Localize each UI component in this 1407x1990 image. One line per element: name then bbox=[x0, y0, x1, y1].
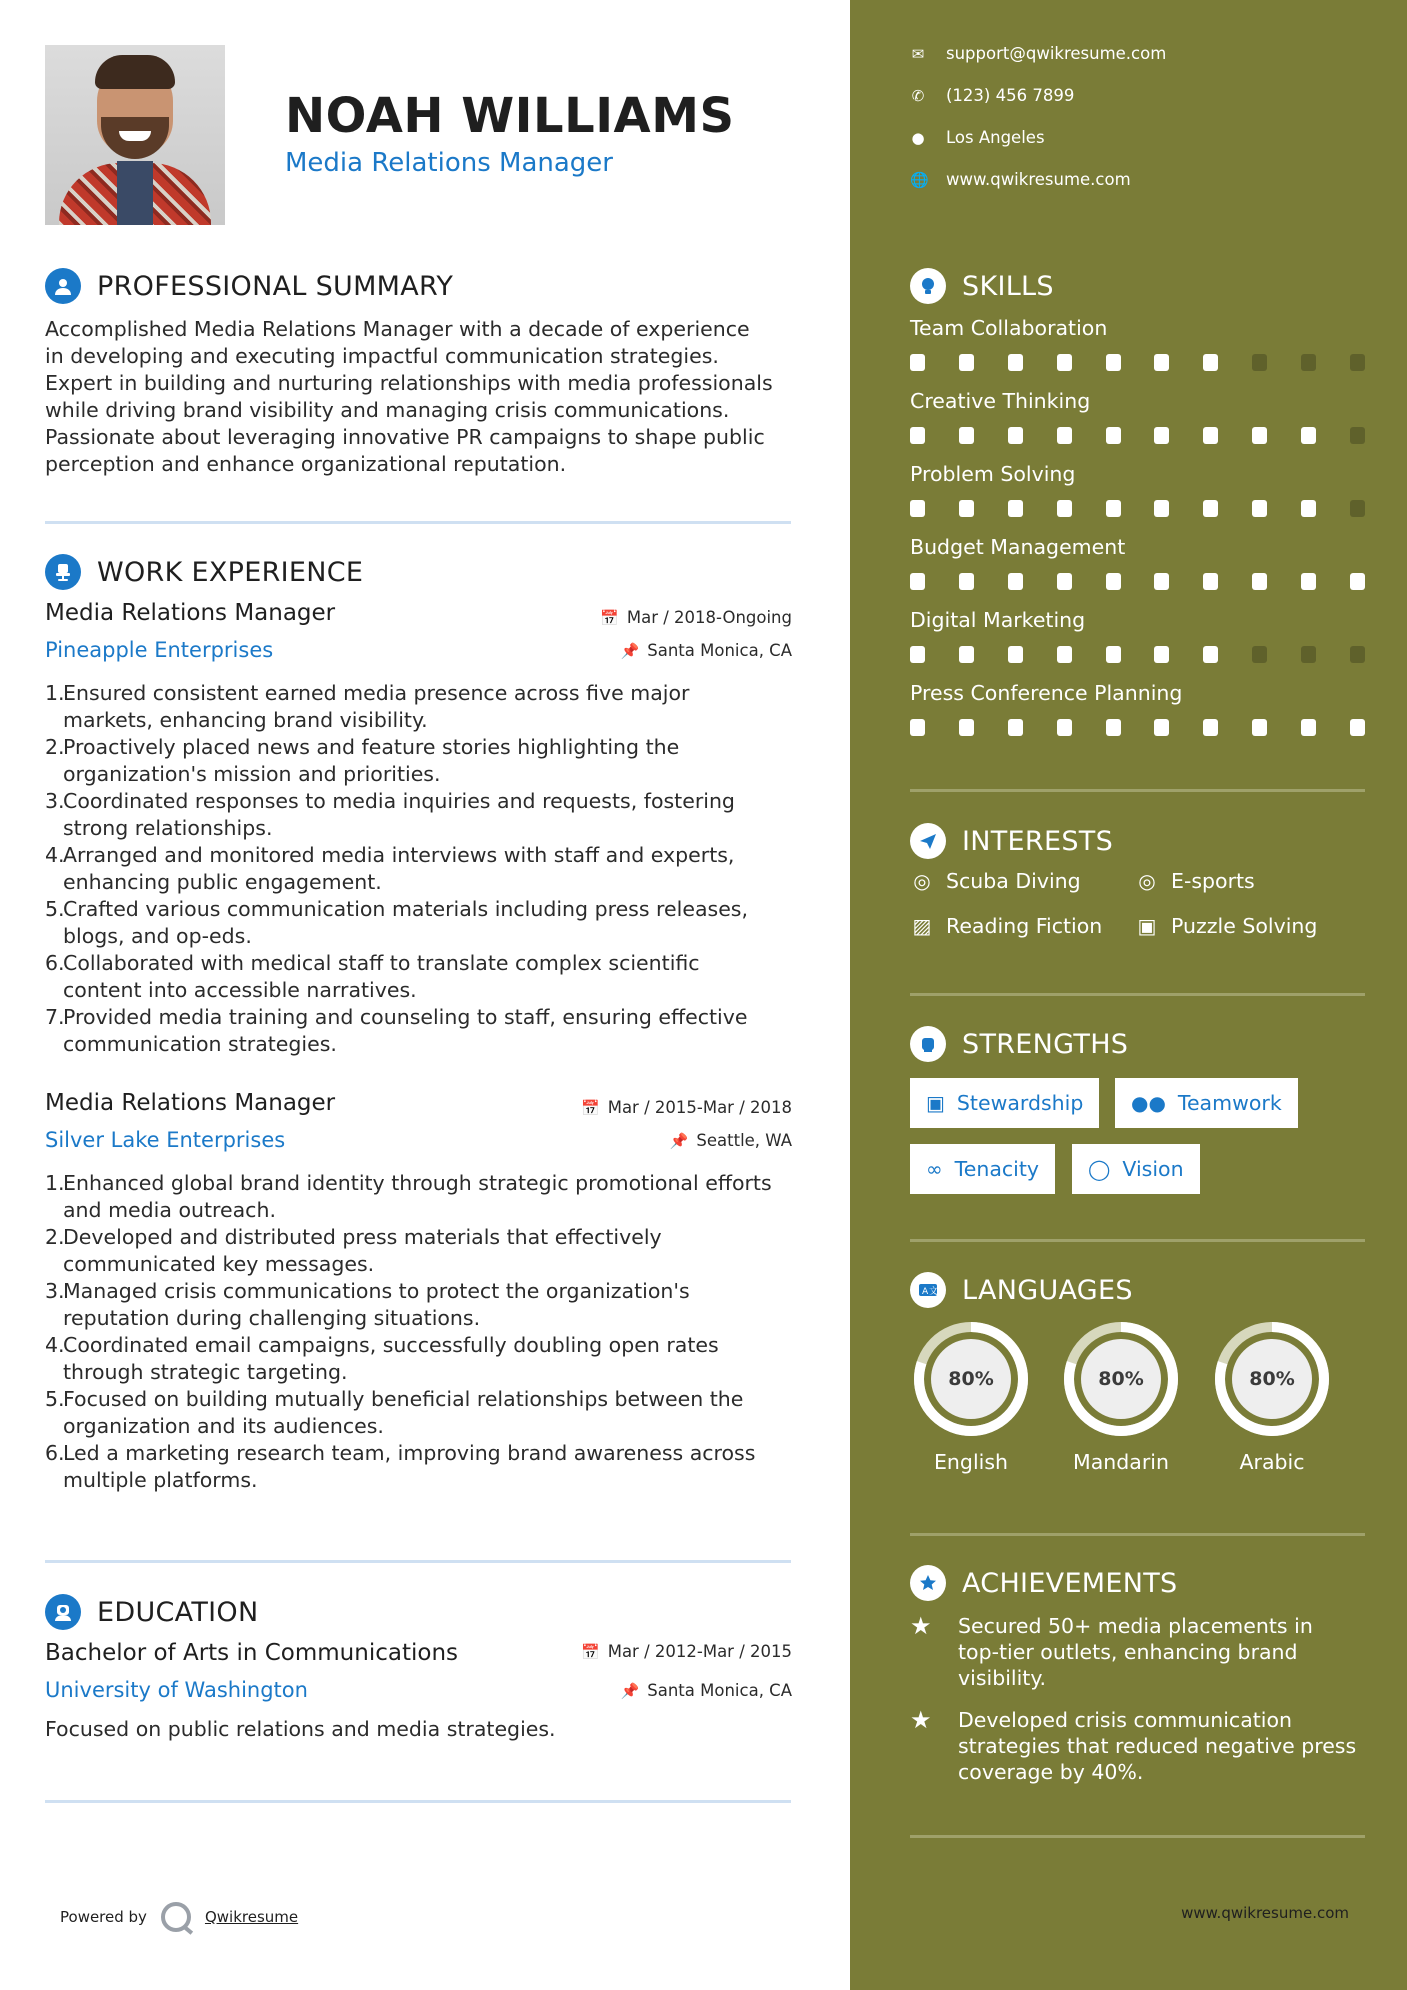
list-item: 2. Developed and distributed press materials that effectively communicated key messages. bbox=[45, 1225, 662, 1276]
rating-dot-filled bbox=[1350, 573, 1365, 590]
list-item: 7. Provided media training and counseling to staff, ensuring effective communication strategies. bbox=[45, 1005, 748, 1056]
calendar-icon: 📅 bbox=[600, 608, 619, 627]
rating-dot-filled bbox=[1106, 719, 1121, 736]
rating-dot-empty bbox=[1350, 500, 1365, 517]
list-item: 5. Focused on building mutually beneficial relationships between the organization and its audiences. bbox=[45, 1387, 744, 1438]
list-item: 6. Collaborated with medical staff to translate complex scientific content into accessible narratives. bbox=[45, 951, 700, 1002]
user-icon bbox=[45, 268, 81, 304]
achievement-item: ★ Secured 50+ media placements in top-tier outlets, enhancing brand visibility. bbox=[910, 1612, 1313, 1690]
brand-link[interactable]: Qwikresume bbox=[204, 1908, 299, 1926]
rating-dot-filled bbox=[910, 646, 925, 663]
rating-dot-filled bbox=[959, 500, 974, 517]
rating-dot-filled bbox=[1057, 354, 1072, 371]
shooting-star-icon: ★ bbox=[910, 1706, 932, 1734]
fist-icon bbox=[910, 1026, 946, 1062]
pin-icon: 📌 bbox=[669, 1131, 689, 1150]
rating-dot-filled bbox=[1301, 427, 1316, 444]
education-date: 📅 Mar / 2012-Mar / 2015 bbox=[581, 1642, 792, 1661]
language-name: English bbox=[933, 1450, 1009, 1474]
rating-dot-filled bbox=[1203, 354, 1218, 371]
rating-dot-filled bbox=[1057, 500, 1072, 517]
rating-dot-filled bbox=[1008, 427, 1023, 444]
graduate-icon bbox=[45, 1594, 81, 1630]
job-title: Media Relations Manager bbox=[45, 600, 336, 626]
interest-item: ◎ Scuba Diving bbox=[910, 869, 1081, 893]
languages-title: LANGUAGES bbox=[962, 1274, 1133, 1306]
skill-rating bbox=[910, 646, 1365, 664]
rating-dot-empty bbox=[1252, 646, 1267, 663]
skills-title: SKILLS bbox=[962, 270, 1054, 302]
rating-dot-filled bbox=[1008, 719, 1023, 736]
life-ring-icon: ◎ bbox=[1138, 869, 1156, 893]
strength-chip: ▣ Stewardship bbox=[910, 1078, 1099, 1128]
globe-icon: 🌐 bbox=[910, 170, 929, 189]
svg-text:A: A bbox=[922, 1287, 929, 1297]
list-item: 4. Coordinated email campaigns, successfully doubling open rates through strategic targeting. bbox=[45, 1333, 719, 1384]
skill-name: Budget Management bbox=[910, 535, 1126, 559]
strengths-title: STRENGTHS bbox=[962, 1028, 1129, 1060]
rating-dot-filled bbox=[1252, 500, 1267, 517]
rating-dot-filled bbox=[1203, 646, 1218, 663]
users-icon: ●● bbox=[1131, 1091, 1166, 1115]
rating-dot-filled bbox=[1008, 573, 1023, 590]
profile-photo bbox=[45, 45, 225, 225]
rating-dot-filled bbox=[910, 354, 925, 371]
qwikresume-logo-icon bbox=[161, 1902, 191, 1932]
rating-dot-filled bbox=[1008, 646, 1023, 663]
achievements-heading bbox=[910, 1565, 1178, 1601]
skill-rating bbox=[910, 573, 1365, 591]
rating-dot-filled bbox=[910, 427, 925, 444]
language-name: Mandarin bbox=[1073, 1450, 1169, 1474]
map-marker-icon: ● bbox=[911, 128, 925, 147]
rating-dot-filled bbox=[1057, 719, 1072, 736]
candidate-title: Media Relations Manager bbox=[285, 148, 613, 178]
rating-dot-empty bbox=[1350, 427, 1365, 444]
powered-by: Powered by Qwikresume bbox=[60, 1902, 298, 1932]
rating-dot-filled bbox=[1057, 573, 1072, 590]
list-item: 3. Coordinated responses to media inquiries and requests, fostering strong relationships. bbox=[45, 789, 735, 840]
rating-dot-empty bbox=[1350, 354, 1365, 371]
skill-rating bbox=[910, 354, 1365, 372]
rating-dot-filled bbox=[1057, 646, 1072, 663]
briefcase-icon: ▣ bbox=[926, 1091, 945, 1115]
rating-dot-filled bbox=[910, 573, 925, 590]
rating-dot-empty bbox=[1301, 354, 1316, 371]
education-description: Focused on public relations and media strategies. bbox=[45, 1717, 556, 1741]
skill-rating bbox=[910, 719, 1365, 737]
rating-dot-filled bbox=[1106, 354, 1121, 371]
job-duties bbox=[45, 680, 805, 1058]
job-company: Silver Lake Enterprises bbox=[45, 1128, 286, 1152]
rating-dot-filled bbox=[959, 719, 974, 736]
rating-dot-filled bbox=[1154, 573, 1169, 590]
job-duties bbox=[45, 1170, 805, 1494]
rating-dot-filled bbox=[1203, 427, 1218, 444]
summary-heading bbox=[45, 268, 453, 304]
experience-heading bbox=[45, 554, 363, 590]
language-gauge: 80% bbox=[1211, 1318, 1333, 1440]
job-location: 📌 Santa Monica, CA bbox=[620, 641, 792, 660]
rating-dot-filled bbox=[1106, 646, 1121, 663]
list-item: 1. Ensured consistent earned media presence across five major markets, enhancing brand visibility. bbox=[45, 681, 690, 732]
rating-dot-filled bbox=[1154, 427, 1169, 444]
rating-dot-filled bbox=[910, 500, 925, 517]
language-item bbox=[910, 1318, 1032, 1474]
section-divider bbox=[45, 1560, 791, 1563]
paper-plane-icon bbox=[910, 823, 946, 859]
rating-dot-filled bbox=[1252, 573, 1267, 590]
rating-dot-filled bbox=[1154, 354, 1169, 371]
education-location: 📌 Santa Monica, CA bbox=[620, 1681, 792, 1700]
list-item: 6. Led a marketing research team, improving brand awareness across multiple platforms. bbox=[45, 1441, 756, 1492]
degree-title: Bachelor of Arts in Communications bbox=[45, 1640, 459, 1666]
list-item: 3. Managed crisis communications to protect the organization's reputation during challenging situations. bbox=[45, 1279, 690, 1330]
skill-name: Problem Solving bbox=[910, 462, 1076, 486]
rating-dot-filled bbox=[1203, 500, 1218, 517]
job-location: 📌 Seattle, WA bbox=[669, 1131, 792, 1150]
rating-dot-filled bbox=[959, 427, 974, 444]
interests-heading bbox=[910, 823, 1113, 859]
calendar-icon: 📅 bbox=[581, 1098, 600, 1117]
book-icon: ▣ bbox=[1137, 914, 1157, 938]
rating-dot-filled bbox=[1154, 719, 1169, 736]
contact-website[interactable]: 🌐 www.qwikresume.com bbox=[910, 170, 1131, 189]
strength-chip: ∞ Tenacity bbox=[910, 1144, 1055, 1194]
experience-title: WORK EXPERIENCE bbox=[97, 556, 364, 588]
language-gauge: 80% bbox=[1060, 1318, 1182, 1440]
pin-icon: 📌 bbox=[620, 1681, 640, 1700]
school-name: University of Washington bbox=[45, 1678, 308, 1702]
rating-dot-filled bbox=[959, 573, 974, 590]
skill-name: Press Conference Planning bbox=[910, 681, 1183, 705]
strength-chip: ◯ Vision bbox=[1072, 1144, 1200, 1194]
languages-heading bbox=[910, 1272, 1133, 1308]
rating-dot-filled bbox=[1106, 427, 1121, 444]
rating-dot-filled bbox=[1301, 719, 1316, 736]
section-divider bbox=[910, 1239, 1365, 1242]
language-name: Arabic bbox=[1239, 1450, 1305, 1474]
interest-item: ▣ Puzzle Solving bbox=[1135, 914, 1317, 938]
gamepad-icon: ▨ bbox=[912, 914, 932, 938]
section-divider bbox=[910, 1835, 1365, 1838]
job-company: Pineapple Enterprises bbox=[45, 638, 274, 662]
section-divider bbox=[910, 789, 1365, 792]
rating-dot-filled bbox=[1301, 500, 1316, 517]
skill-name: Team Collaboration bbox=[910, 316, 1108, 340]
interest-item: ◎ E-sports bbox=[1135, 869, 1255, 893]
language-item bbox=[1211, 1318, 1333, 1474]
list-item: 4. Arranged and monitored media interviews with staff and experts, enhancing public engagement. bbox=[45, 843, 735, 894]
language-icon bbox=[910, 1272, 946, 1308]
skill-rating bbox=[910, 427, 1365, 445]
shooting-star-icon: ★ bbox=[910, 1612, 932, 1640]
rating-dot-filled bbox=[1008, 354, 1023, 371]
skill-name: Creative Thinking bbox=[910, 389, 1091, 413]
link-icon: ∞ bbox=[926, 1157, 943, 1181]
phone-icon: ✆ bbox=[911, 86, 925, 105]
rating-dot-filled bbox=[959, 646, 974, 663]
list-item: 1. Enhanced global brand identity through strategic promotional efforts and media outreach. bbox=[45, 1171, 772, 1222]
skills-heading bbox=[910, 268, 1054, 304]
rating-dot-filled bbox=[1252, 427, 1267, 444]
candidate-name: NOAH WILLIAMS bbox=[285, 88, 735, 144]
language-item bbox=[1060, 1318, 1182, 1474]
strengths-heading bbox=[910, 1026, 1128, 1062]
life-ring-icon: ◎ bbox=[913, 869, 931, 893]
list-item: 2. Proactively placed news and feature stories highlighting the organization's mission and priorities. bbox=[45, 735, 680, 786]
rating-dot-filled bbox=[1008, 500, 1023, 517]
skill-rating bbox=[910, 500, 1365, 518]
job-date: 📅 Mar / 2018-Ongoing bbox=[600, 608, 792, 627]
rating-dot-filled bbox=[1154, 646, 1169, 663]
rating-dot-empty bbox=[1350, 646, 1365, 663]
rating-dot-empty bbox=[1301, 646, 1316, 663]
interests-title: INTERESTS bbox=[962, 825, 1114, 857]
education-title: EDUCATION bbox=[97, 1596, 259, 1628]
lightbulb-icon bbox=[910, 268, 946, 304]
interest-item: ▨ Reading Fiction bbox=[910, 914, 1102, 938]
pin-icon: 📌 bbox=[620, 641, 640, 660]
summary-title: PROFESSIONAL SUMMARY bbox=[97, 270, 454, 302]
rating-dot-filled bbox=[1057, 427, 1072, 444]
rating-dot-filled bbox=[1203, 719, 1218, 736]
section-divider bbox=[910, 993, 1365, 996]
rating-dot-filled bbox=[1301, 573, 1316, 590]
rating-dot-filled bbox=[1350, 719, 1365, 736]
job-title: Media Relations Manager bbox=[45, 1090, 336, 1116]
language-gauge: 80% bbox=[910, 1318, 1032, 1440]
summary-text: Accomplished Media Relations Manager with a decade of experience in developing and executing impactful communication strategies. Expert in building and nurturing relationships with media professionals while driving brand visibility and managing crisis communications. Passionate about leveraging innovative PR campaigns to shape public perception and enhance organizational reputation. bbox=[45, 317, 773, 476]
strength-chip: ●● Teamwork bbox=[1115, 1078, 1298, 1128]
section-divider bbox=[910, 1533, 1365, 1536]
footer-website[interactable]: www.qwikresume.com bbox=[1181, 1904, 1349, 1922]
job-date: 📅 Mar / 2015-Mar / 2018 bbox=[581, 1098, 792, 1117]
rating-dot-filled bbox=[1252, 719, 1267, 736]
binoculars-icon: ◯ bbox=[1088, 1157, 1111, 1181]
rating-dot-filled bbox=[1154, 500, 1169, 517]
list-item: 5. Crafted various communication materials including press releases, blogs, and op-eds. bbox=[45, 897, 749, 948]
rating-dot-empty bbox=[1252, 354, 1267, 371]
svg-text:文: 文 bbox=[929, 1287, 938, 1297]
contact-location: ● Los Angeles bbox=[911, 128, 1045, 147]
chair-icon bbox=[45, 554, 81, 590]
section-divider bbox=[45, 521, 791, 524]
section-divider bbox=[45, 1800, 791, 1803]
rating-dot-filled bbox=[1203, 573, 1218, 590]
education-heading bbox=[45, 1594, 258, 1630]
contact-phone: ✆ (123) 456 7899 bbox=[911, 86, 1075, 105]
envelope-icon: ✉ bbox=[911, 44, 925, 63]
achievement-item: ★ Developed crisis communication strategies that reduced negative press coverage by 40%. bbox=[910, 1706, 1357, 1784]
rating-dot-filled bbox=[910, 719, 925, 736]
contact-email[interactable]: ✉ support@qwikresume.com bbox=[911, 44, 1167, 63]
achievements-title: ACHIEVEMENTS bbox=[962, 1567, 1178, 1599]
rating-dot-filled bbox=[1106, 500, 1121, 517]
star-icon bbox=[910, 1565, 946, 1601]
rating-dot-filled bbox=[1106, 573, 1121, 590]
rating-dot-filled bbox=[959, 354, 974, 371]
skill-name: Digital Marketing bbox=[910, 608, 1086, 632]
calendar-icon: 📅 bbox=[581, 1642, 600, 1661]
